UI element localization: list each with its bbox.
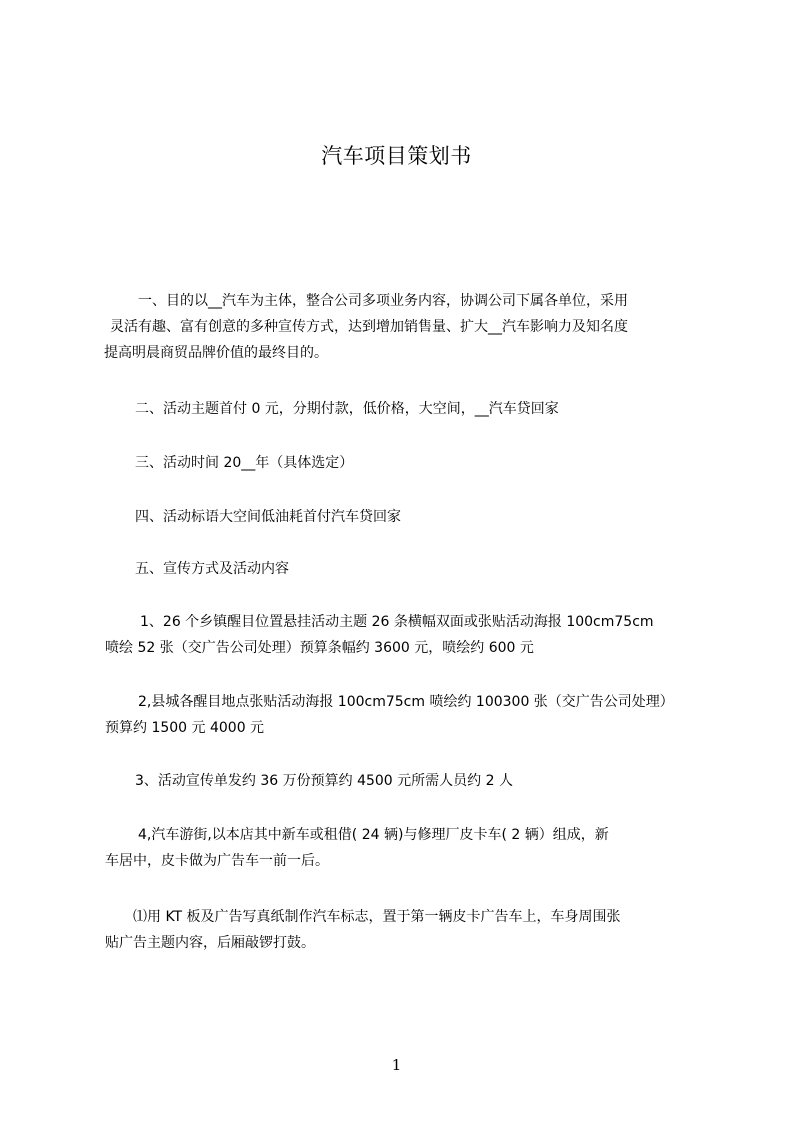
item1-line-1: 1、26 个乡镇醒目位置悬挂活动主题 26 条横幅双面或张贴活动海报 100cm75cm [140,614,654,630]
promo-item-3 [135,768,747,794]
document-title: 汽车项目策划书 [321,144,472,168]
item4-line-2: 车居中，皮卡做为广告车一前一后。 [105,853,329,869]
goal-line-1: 一、目的以__汽车为主体，整合公司多项业务内容，协调公司下属各单位，采用 [138,293,628,309]
page-number: 1 [391,1056,402,1074]
item2-line-1: 2,县城各醒目地点张贴活动海报 100cm75cm 喷绘约 100300 张（交广告公司处理） [138,694,674,710]
section-time [135,450,747,476]
promo-item-4-sub-1 [105,904,717,956]
goal-line-3: 提高明晨商贸品牌价值的最终目的。 [104,345,328,361]
time-text: 三、活动时间 20__年（具体选定） [135,455,354,471]
item2-line-2: 预算约 1500 元 4000 元 [105,720,265,736]
promo-item-1 [105,609,717,661]
section-slogan [135,504,747,530]
slogan-text: 四、活动标语大空间低油耗首付汽车贷回家 [135,509,401,525]
section-promo-heading [135,556,747,582]
promo-item-2 [105,689,717,741]
promo-heading-text: 五、宣传方式及活动内容 [135,561,289,577]
item4-sub1-line-2: 贴广告主题内容，后厢敲锣打鼓。 [105,935,315,951]
promo-item-4 [105,822,717,874]
theme-text: 二、活动主题首付 0 元，分期付款，低价格，大空间，__汽车贷回家 [135,401,559,417]
item3-text: 3、活动宣传单发约 36 万份预算约 4500 元所需人员约 2 人 [135,773,513,789]
goal-line-2: 灵活有趣、富有创意的多种宣传方式，达到增加销售量、扩大__汽车影响力及知名度 [110,319,628,335]
item1-line-2: 喷绘 52 张（交广告公司处理）预算条幅约 3600 元，喷绘约 600 元 [105,640,534,656]
item4-line-1: 4,汽车游街,以本店其中新车或租借( 24 辆)与修理厂皮卡车( 2 辆）组成，新 [138,827,609,843]
item4-sub1-line-1: ⑴用 KT 板及广告写真纸制作汽车标志，置于第一辆皮卡广告车上，车身周围张 [133,909,621,925]
section-goal [100,288,712,366]
section-theme [135,396,747,422]
